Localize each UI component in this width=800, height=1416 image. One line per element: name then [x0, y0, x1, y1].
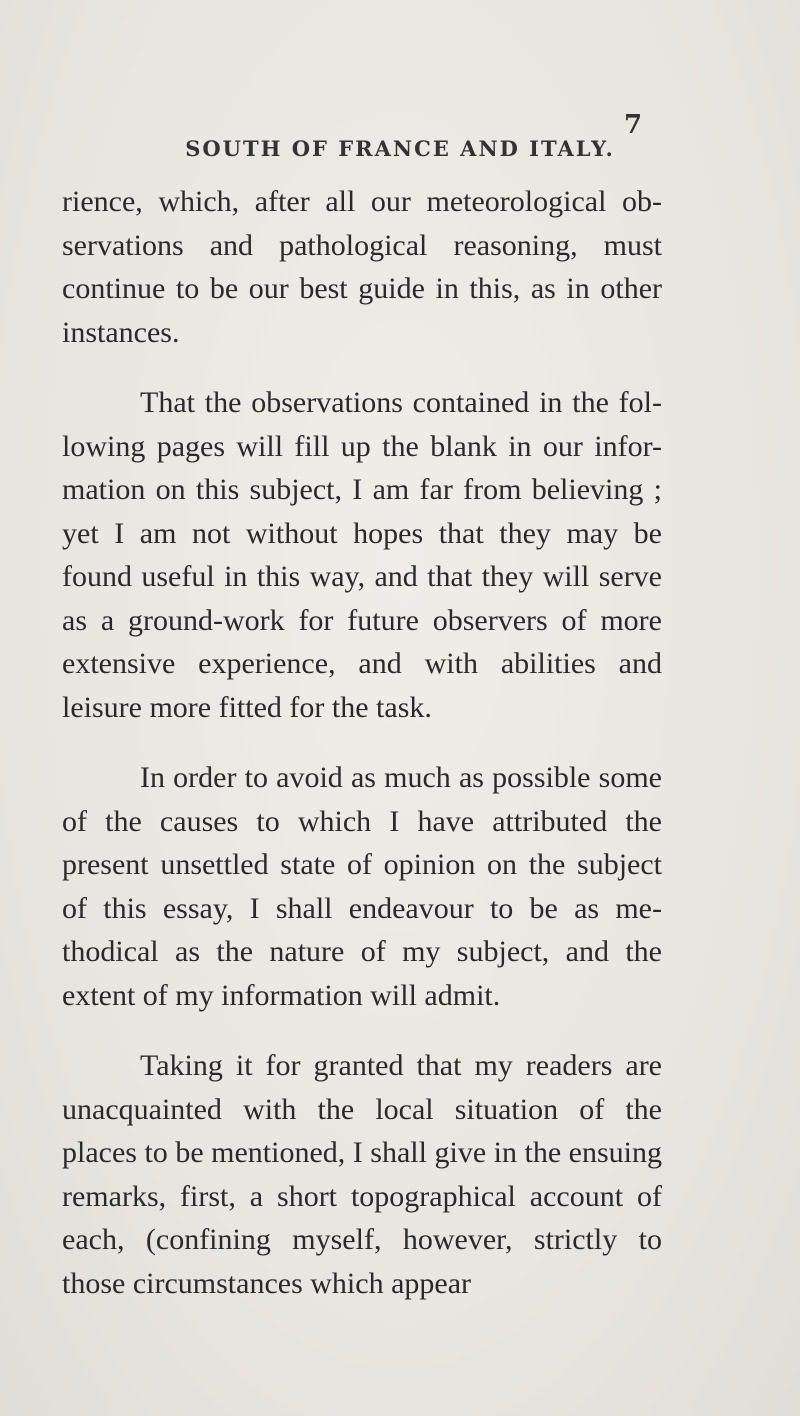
running-head: SOUTH OF FRANCE AND ITALY. [185, 136, 615, 161]
paragraph-1: rience, which, after all our meteorological ob- servations and pathological reasoning, must continue to be our best guide in this, as in other instances. [62, 185, 662, 349]
page-number: 7 [624, 110, 643, 140]
paragraph-2: That the observations contained in the fol- lowing pages will fill up the blank in our infor- mation on this subject, I am far from believing ; yet I am not without hopes that they may be found useful in this way, and that they will serve as a ground-work for future observers of more extensive experience, and with abilities and leisure more fitted for the task. [62, 386, 662, 724]
body-text [62, 180, 662, 1332]
paragraph-3: In order to avoid as much as possible some of the causes to which I have attributed the present unsettled state of opinion on the subject of this essay, I shall endeavour to be as me- thodical as the nature of my subject, and the extent of my information will admit. [62, 761, 662, 1012]
paragraph-4: Taking it for granted that my readers are unacquainted with the local situation of the places to be mentioned, I shall give in the ensuing remarks, first, a short topographical account of each, (confining myself, however, strictly to those circumstances which appear [62, 1049, 662, 1300]
